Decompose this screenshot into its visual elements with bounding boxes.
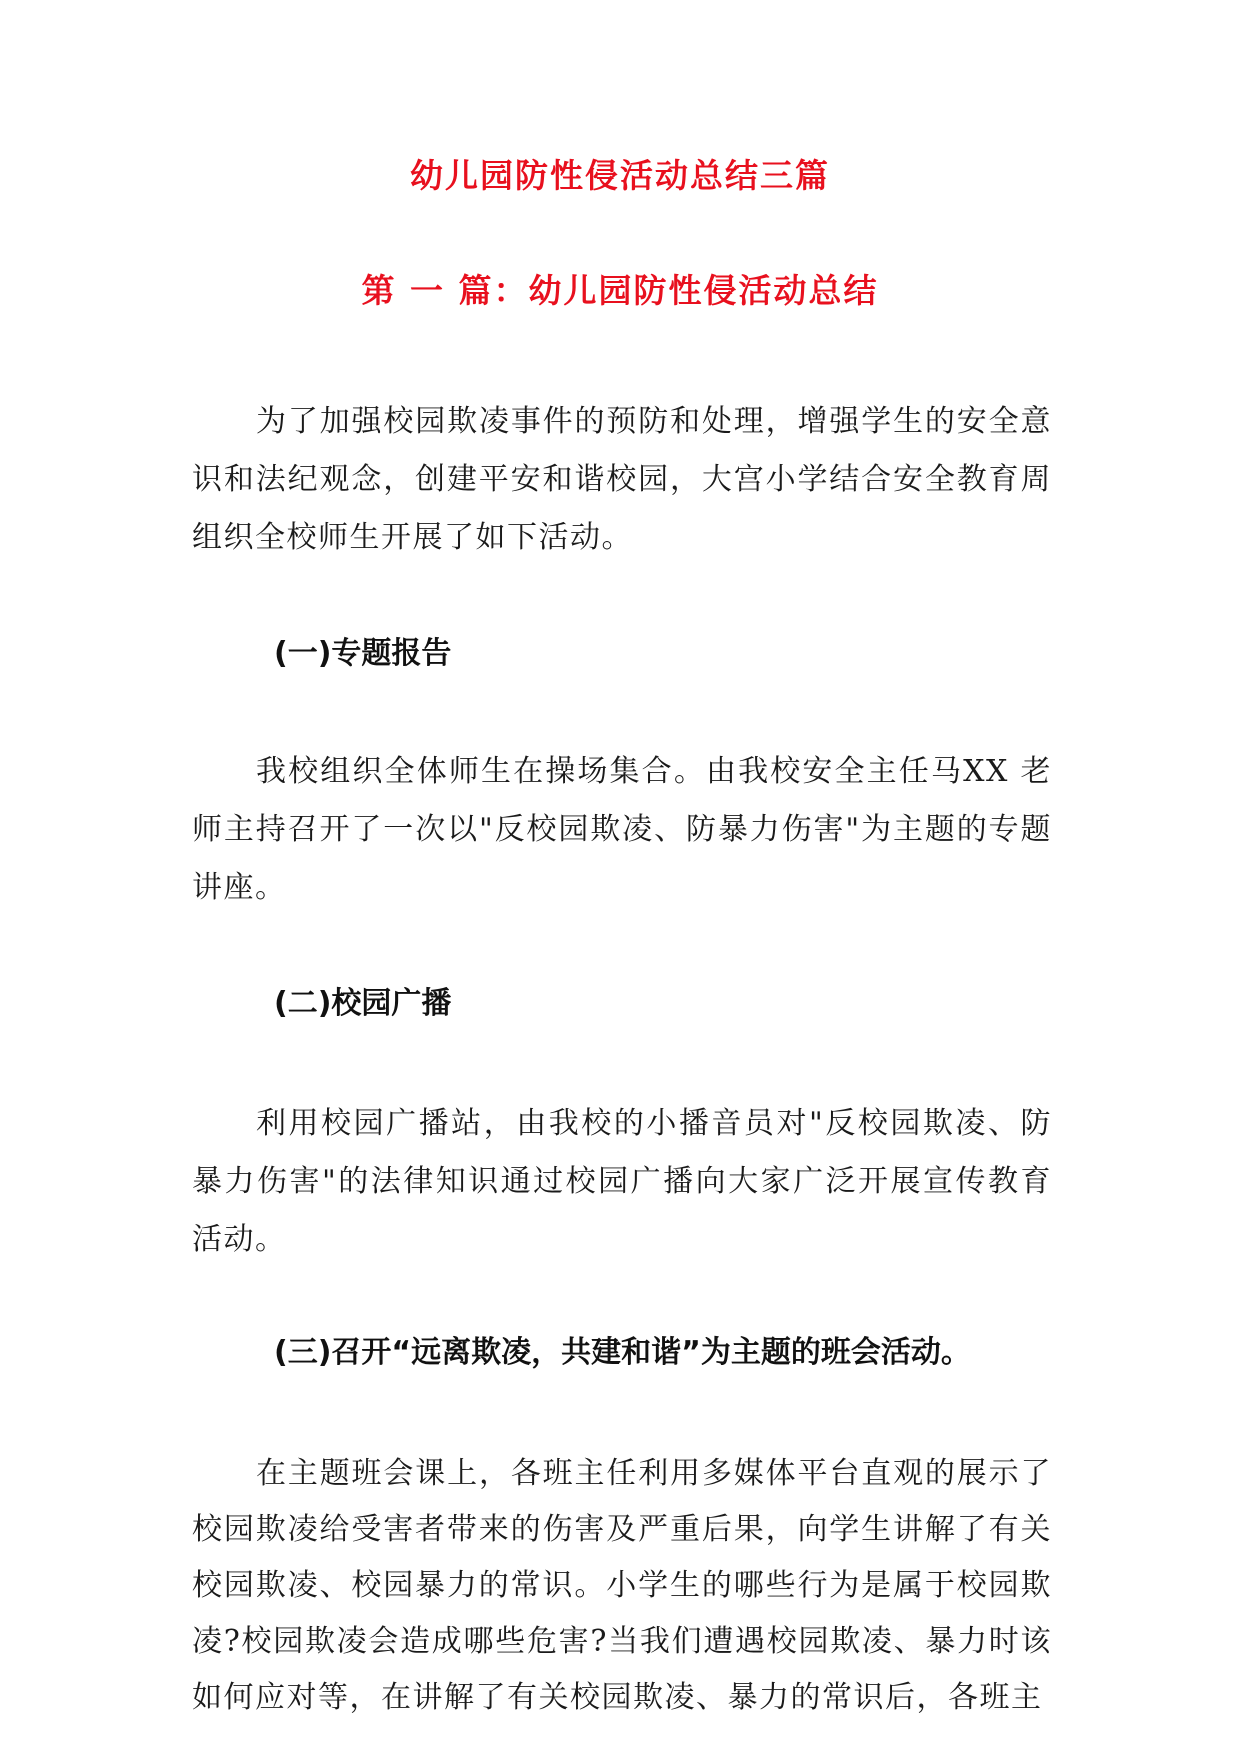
document-subtitle: 第 一 篇：幼儿园防性侵活动总结 — [361, 271, 879, 310]
intro-paragraph: 为了加强校园欺凌事件的预防和处理，增强学生的安全意识和法纪观念，创建平安和谐校园，大宫小学结合安全教育周组织全校师生开展了如下活动。 — [192, 404, 1052, 555]
section-heading-3: (三)召开“远离欺凌，共建和谐”为主题的班会活动。 — [274, 1335, 971, 1370]
document-title: 幼儿园防性侵活动总结三篇 — [410, 156, 830, 195]
section-paragraph-2: 利用校园广播站，由我校的小播音员对"反校园欺凌、防暴力伤害"的法律知识通过校园广播向大家广泛开展宣传教育活动。 — [192, 1106, 1052, 1257]
section-paragraph-1: 我校组织全体师生在操场集合。由我校安全主任马XX 老师主持召开了一次以"反校园欺凌、防暴力伤害"为主题的专题讲座。 — [192, 754, 1052, 905]
section-heading-2: (二)校园广播 — [274, 986, 452, 1021]
section-paragraph-3: 在主题班会课上，各班主任利用多媒体平台直观的展示了校园欺凌给受害者带来的伤害及严重后果，向学生讲解了有关校园欺凌、校园暴力的常识。小学生的哪些行为是属于校园欺凌?校园欺凌会造成哪些危害?当我们遭遇校园欺凌、暴力时该如何应对等，在讲解了有关校园欺凌、暴力的常识后，各班主 — [192, 1456, 1052, 1715]
section-heading-1: (一)专题报告 — [274, 636, 452, 671]
